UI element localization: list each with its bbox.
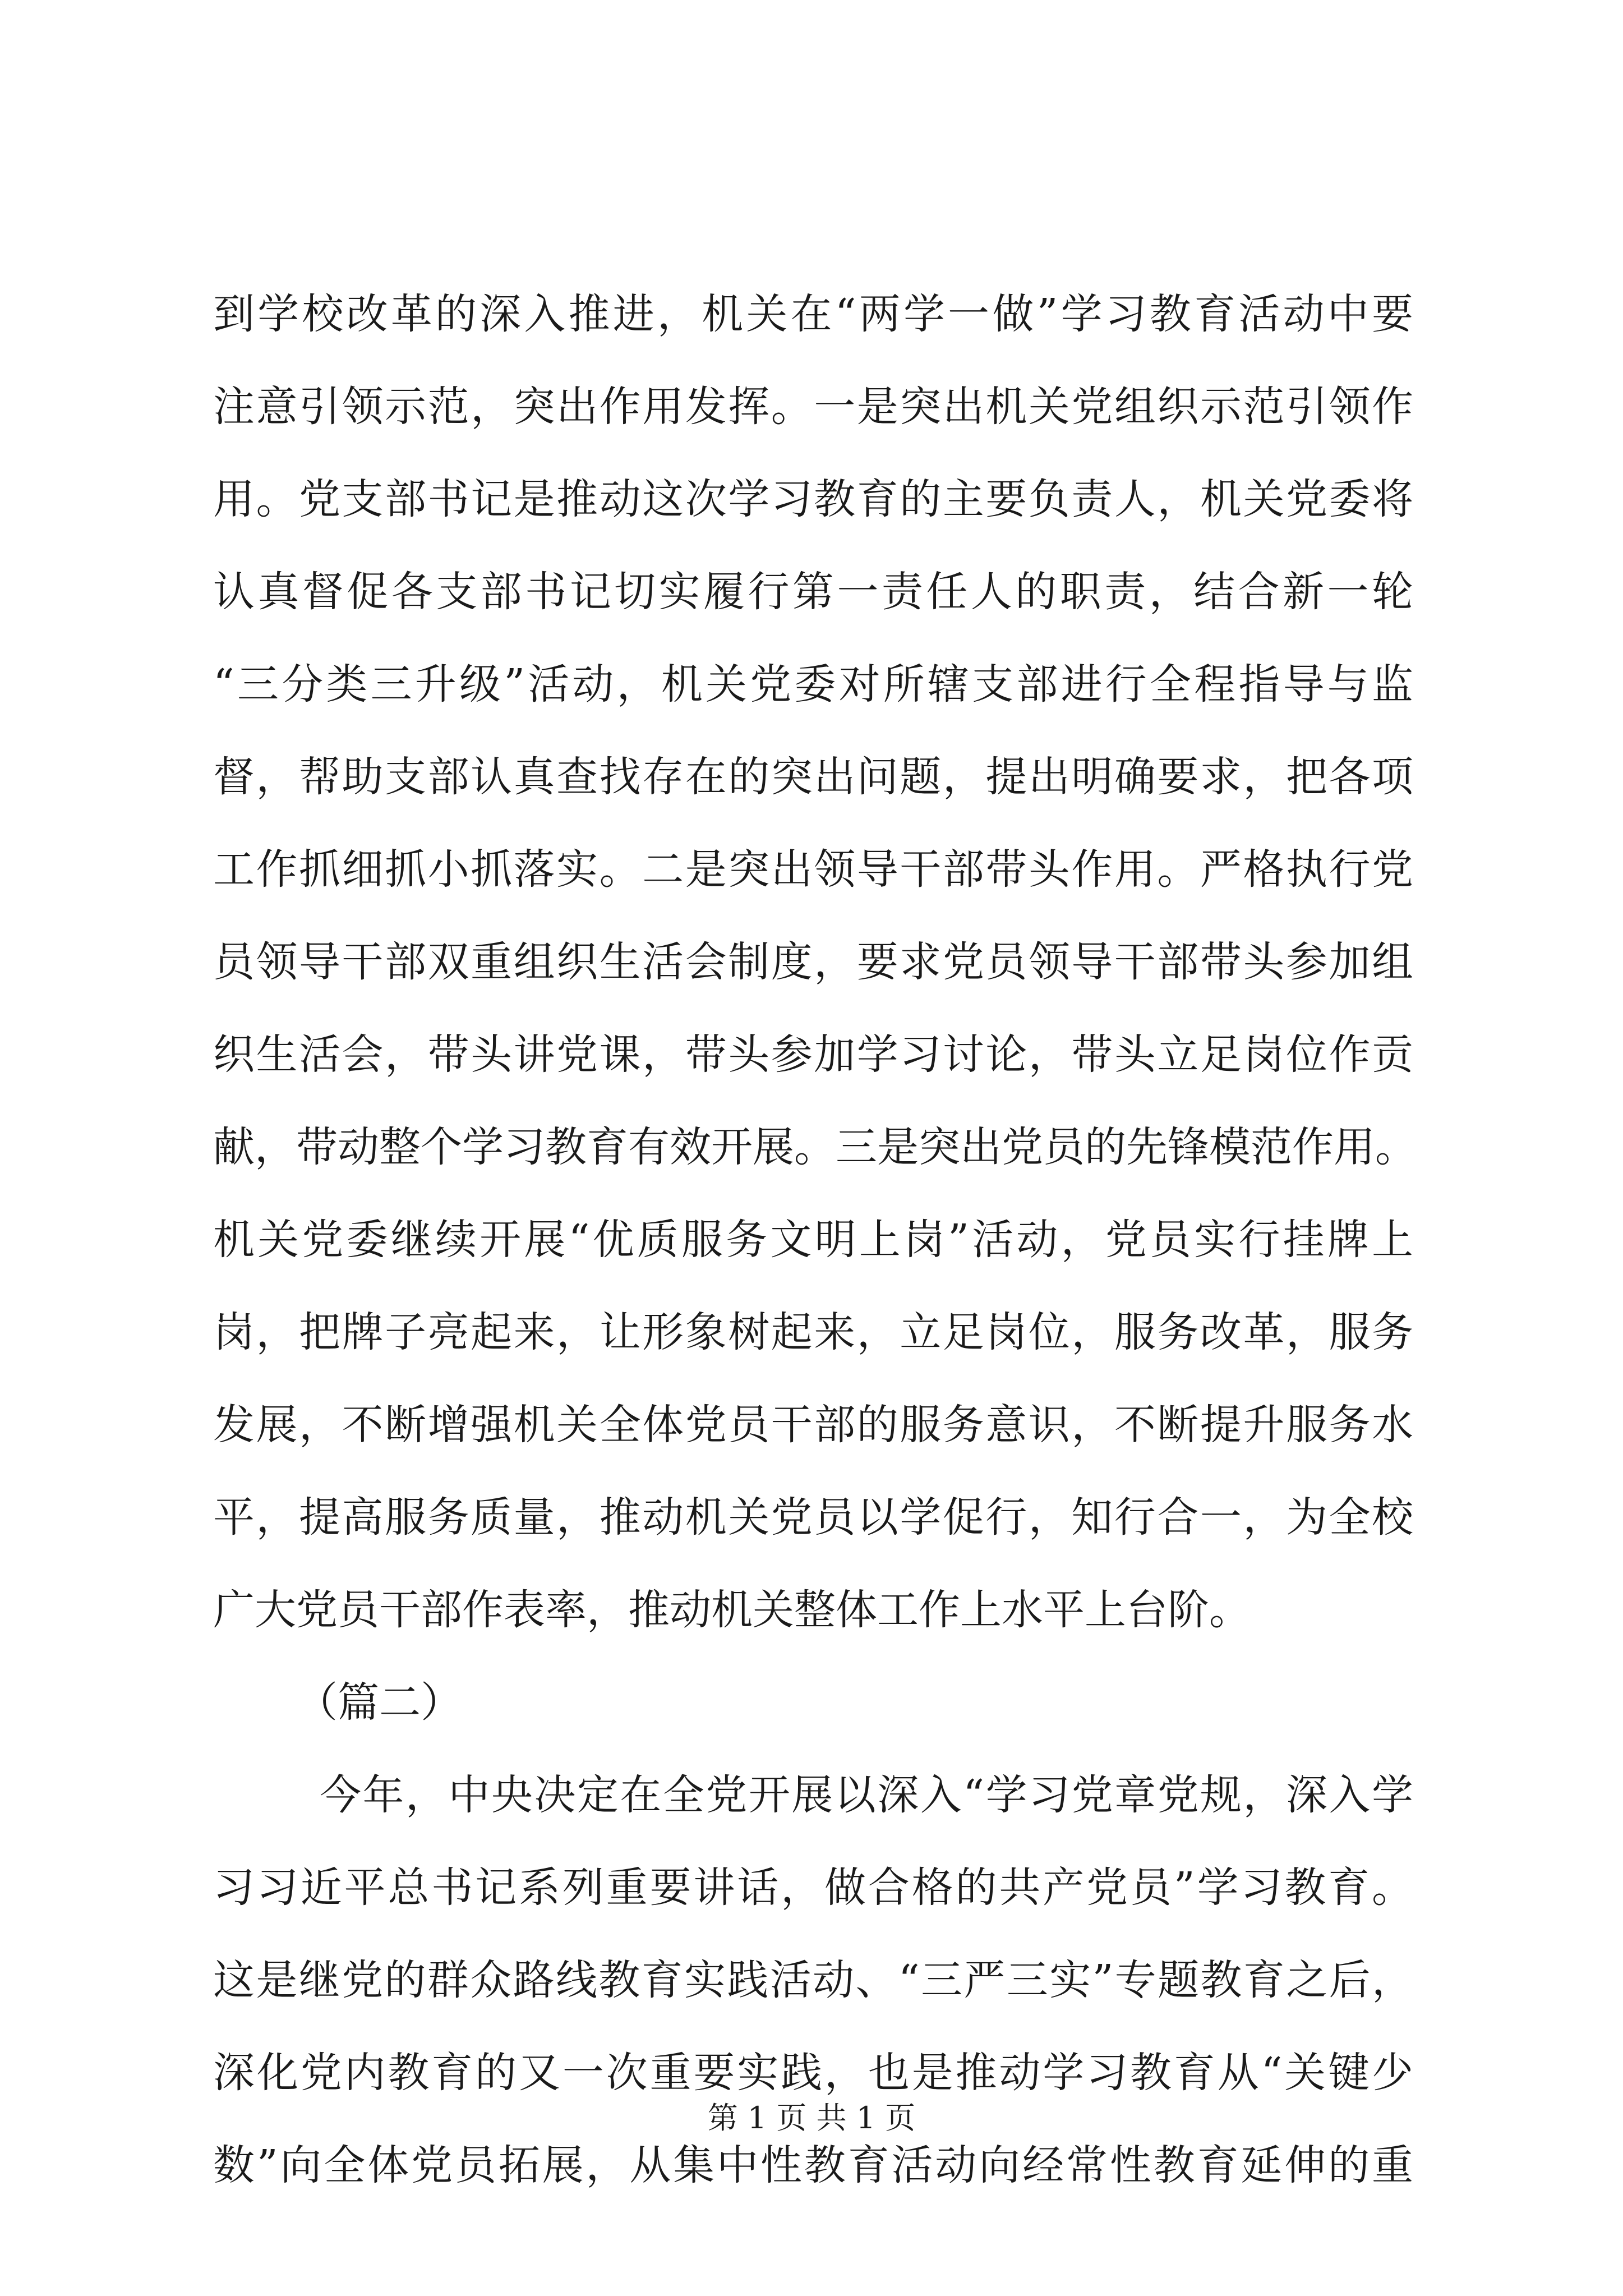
text-line: 数”向全体党员拓展，从集中性教育活动向经常性教育延伸的重 (213, 2141, 1413, 2189)
text-line: 这是继党的群众路线教育实践活动、“三严三实”专题教育之后， (213, 1956, 1413, 2004)
text-line: 员领导干部双重组织生活会制度，要求党员领导干部带头参加组 (213, 938, 1413, 986)
text-line: 习习近平总书记系列重要讲话，做合格的共产党员”学习教育。 (213, 1864, 1413, 1912)
paragraph-last-line: 广大党员干部作表率，推动机关整体工作上水平上台阶。 (213, 1586, 1251, 1634)
text-line: 织生活会，带头讲党课，带头参加学习讨论，带头立足岗位作贡 (213, 1030, 1413, 1079)
text-line: 到学校改革的深入推进，机关在“两学一做”学习教育活动中要 (213, 290, 1413, 338)
text-line: 工作抓细抓小抓落实。二是突出领导干部带头作用。严格执行党 (213, 845, 1413, 894)
text-line: 认真督促各支部书记切实履行第一责任人的职责，结合新一轮 (213, 568, 1413, 616)
text-line: 用。党支部书记是推动这次学习教育的主要负责人，机关党委将 (213, 475, 1413, 523)
text-line: 深化党内教育的又一次重要实践，也是推动学习教育从“关键少 (213, 2049, 1413, 2097)
text-line: 机关党委继续开展“优质服务文明上岗”活动，党员实行挂牌上 (213, 1216, 1413, 1264)
text-line: 注意引领示范，突出作用发挥。一是突出机关党组织示范引领作 (213, 383, 1413, 431)
text-line: 献，带动整个学习教育有效开展。三是突出党员的先锋模范作用。 (213, 1123, 1417, 1171)
text-line: 平，提高服务质量，推动机关党员以学促行，知行合一，为全校 (213, 1493, 1413, 1542)
text-line: 发展，不断增强机关全体党员干部的服务意识，不断提升服务水 (213, 1401, 1413, 1449)
section-heading: （篇二） (296, 1678, 462, 1727)
document-body (213, 268, 1417, 2212)
paragraph-first-line: 今年，中央决定在全党开展以深入“学习党章党规，深入学 (320, 1771, 1413, 1819)
text-line: “三分类三升级”活动，机关党委对所辖支部进行全程指导与监 (213, 660, 1413, 708)
text-line: 岗，把牌子亮起来，让形象树起来，立足岗位，服务改革，服务 (213, 1308, 1413, 1356)
text-line: 督，帮助支部认真查找存在的突出问题，提出明确要求，把各项 (213, 753, 1413, 801)
page-number-footer: 第 1 页 共 1 页 (707, 2100, 916, 2136)
